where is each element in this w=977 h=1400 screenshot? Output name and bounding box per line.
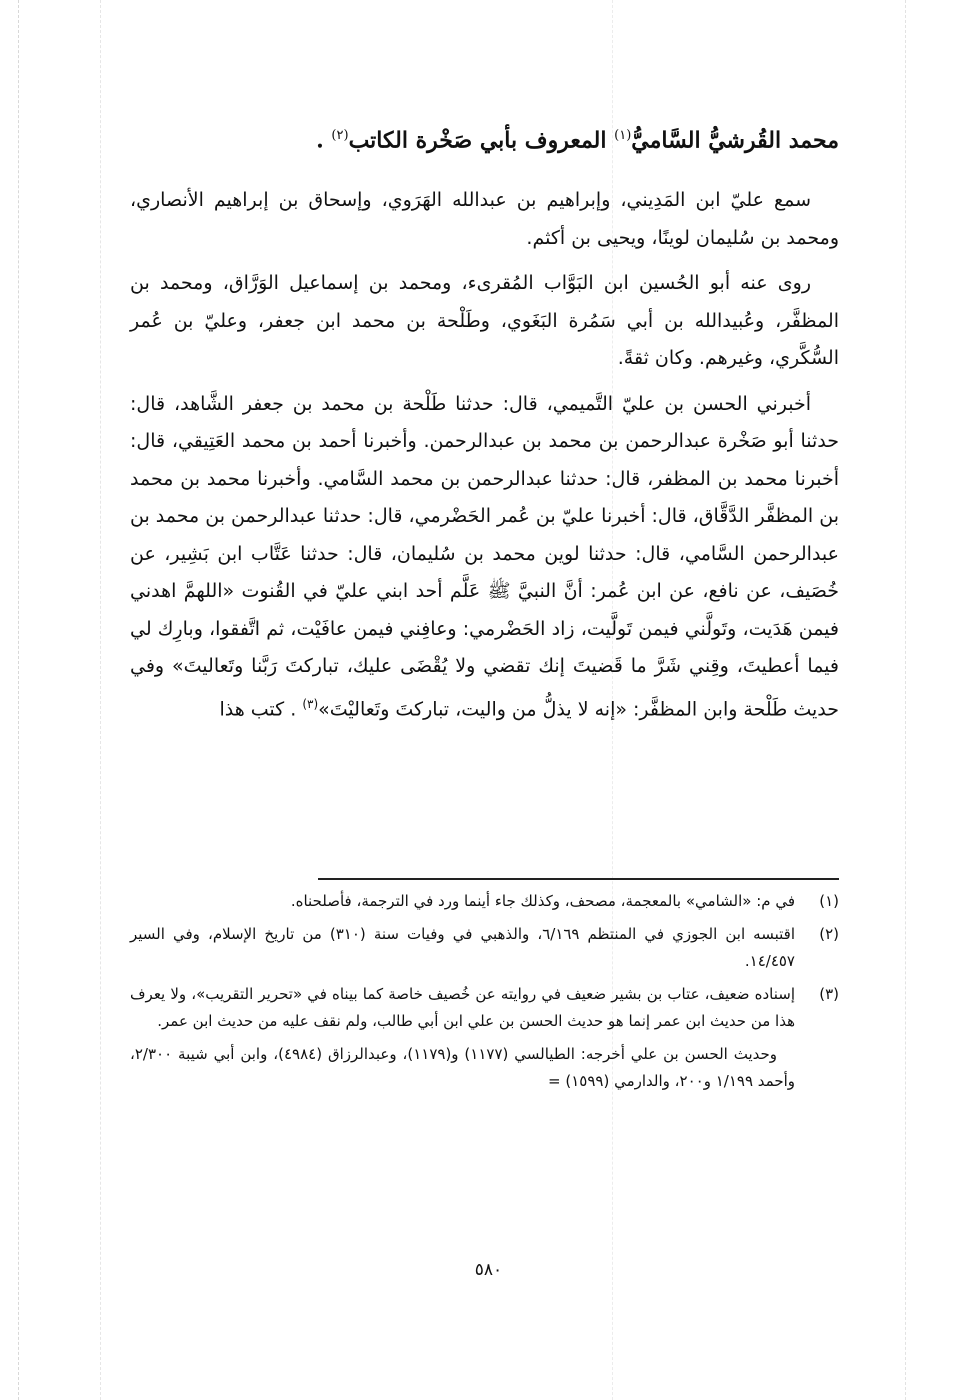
- main-text: [130, 112, 839, 737]
- footnotes: [130, 888, 839, 1101]
- scan-fold-line: [100, 0, 101, 1400]
- heading-known-as: المعروف بأبي صَخْرة الكاتب: [348, 127, 615, 154]
- footnote-text: في م: «الشامي» بالمعجمة، مصحف، وكذلك جاء أينما ورد في الترجمة، فأصلحناه.: [290, 892, 795, 910]
- footnote-marker: (١): [819, 892, 839, 910]
- page-number: ٥٨٠: [474, 1260, 503, 1280]
- scan-fold-line: [905, 0, 906, 1400]
- footnote-text: اقتبسه ابن الجوزي في المنتظم ٦/١٦٩، والذهبي في وفيات سنة (٣١٠) من تاريخ الإسلام، وفي السير ١٤/٤٥٧.: [130, 924, 795, 970]
- paragraph-hadith: [130, 386, 839, 729]
- hadith-tail: . كتب هذا: [219, 698, 303, 721]
- footnote-text: إسناده ضعيف، عتاب بن بشير ضعيف في روايته عن خُصيف خاصة كما بيناه في «تحرير التقريب»، ولا يعرف هذا من حديث ابن عمر إنما هو حديث الحسن بن علي ابن أبي طالب، ولم نقف عليه من حديث ابن عمر.: [130, 984, 795, 1030]
- heading-end: .: [316, 127, 332, 154]
- footnote-item: [130, 888, 839, 916]
- biography-heading: [130, 112, 839, 164]
- hadith-text: أخبرني الحسن بن عليّ التَّميمي، قال: حدثنا طَلْحة بن محمد بن جعفر الشَّاهد، قال: حدثنا أبو صَخْرة عبدالرحمن بن محمد بن عبدالرحمن. وأخبرنا أحمد بن محمد العَتِيقي، قال: أخبرنا محمد بن المظفر، قال: حدثنا عبدالرحمن بن محمد السَّامي. وأخبرنا محمد بن محمد بن المظفَّر الدَّقَّاق، قال: أخبرنا عليّ بن عُمر الحَضْرمي، قال: حدثنا عبدالرحمن بن محمد بن عبدالرحمن السَّامي، قال: حدثنا لوين محمد بن سُليمان، قال: حدثنا عَتَّاب ابن بَشِير، عن خُصَيف، عن نافع، عن ابن عُمر: أنَّ النبيَّ ﷺ عَلَّم أحد ابني عليّ في القُنوت «اللهمَّ اهدني فيمن هَدَيت، وتَولَّني فيمن تَولَّيت، زاد الحَضْرمي: وعافِني فيمن عافَيْت، ثم اتَّفقوا، وبارِك لي فيما أعطيتَ، وقِني شَرَّ ما قَضيتَ إنك تقضي ولا يُقْضَى عليك، تباركتَ رَبَّنا وتَعاليتَ» وفي حديث طَلْحة وابن المظفَّر: «إنه لا يذلُّ من واليت، تباركتَ وتَعاليْتَ»: [130, 392, 839, 721]
- paragraph-students: روى عنه أبو الحُسين ابن البَوَّاب المُقرىء، ومحمد بن إسماعيل الوَرَّاق، ومحمد بن المظفَّر، وعُبيدالله بن أبي سَمُرة البَغَوي، وطَلْحة بن محمد ابن جعفر، وعليّ بن عُمر السُّكَّري، وغيرهم. وكان ثقةً.: [130, 272, 839, 370]
- paragraph-teachers: سمع عليّ ابن المَدِيني، وإبراهيم بن عبدالله الهَرَوي، وإسحاق بن إبراهيم الأنصاري، ومحمد بن سُليمان لوينًا، ويحيى بن أكثم.: [130, 189, 839, 249]
- footnote-marker: (٣): [819, 984, 839, 1003]
- heading-name: محمد القُرشيُّ السَّاميُّ: [631, 127, 839, 154]
- footnote-separator: [318, 878, 839, 880]
- footnote-marker: (٢): [819, 924, 839, 943]
- footnote-item: [130, 981, 839, 1036]
- scan-fold-line: [18, 0, 19, 1400]
- footnote-item: [130, 921, 839, 976]
- footnote-ref-2: (٢): [331, 128, 349, 143]
- footnote-continuation: وحديث الحسن بن علي أخرجه: الطيالسي (١١٧٧) و(١١٧٩)، وعبدالرزاق (٤٩٨٤)، وابن أبي شيبة ٢/٣٠٠، وأحمد ١/١٩٩ و٢٠٠، والدارمي (١٥٩٩) =: [130, 1044, 795, 1090]
- footnote-ref-1: (١): [614, 128, 632, 143]
- footnote-ref-3: (٣): [302, 696, 319, 711]
